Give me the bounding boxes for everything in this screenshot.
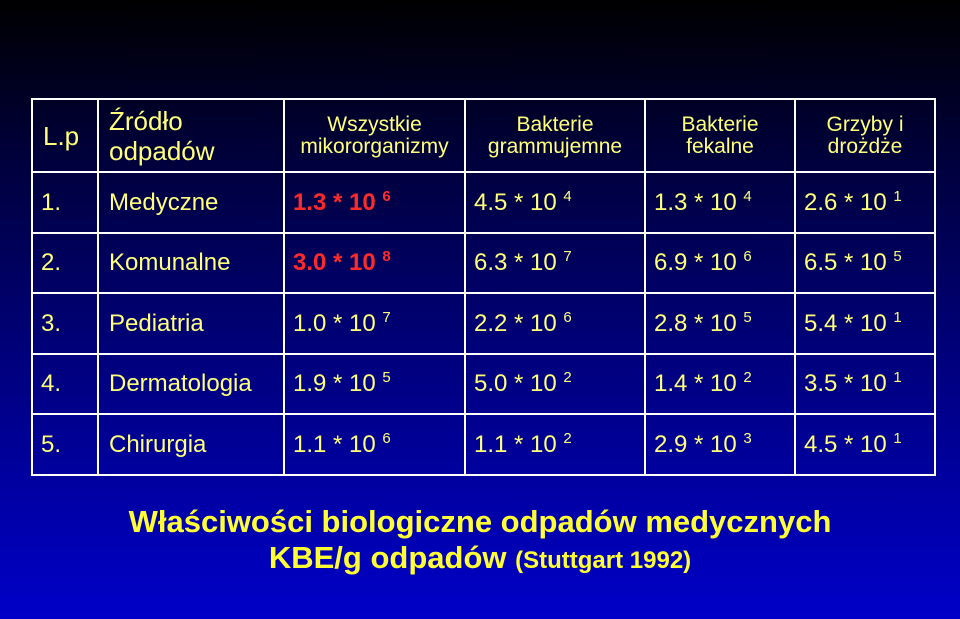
header-all-microorganisms: Wszystkie mikororganizmy [284,99,465,172]
value-gram-negative: 5.0 * 10 $^2$ [465,354,645,415]
value-fecal-bacteria: 6.9 * 10 $^6$ [645,233,795,294]
value-gram-negative: 2.2 * 10 $^6$ [465,293,645,354]
waste-source: Medyczne [98,172,284,233]
header-gram-negative: Bakterie grammujemne [465,99,645,172]
table-row [32,233,935,294]
row-number: 5. [32,414,98,475]
waste-source: Dermatologia [98,354,284,415]
value-all-microorganisms: 3.0 * 10 $^8$ [284,233,465,294]
value-all-microorganisms: 1.1 * 10 $^6$ [284,414,465,475]
value-all-microorganisms: 1.3 * 10 $^6$ [284,172,465,233]
value-fungi-yeast: 2.6 * 10 $^1$ [795,172,935,233]
microbial-properties-table [31,98,936,476]
value-fungi-yeast: 3.5 * 10 $^1$ [795,354,935,415]
waste-source: Chirurgia [98,414,284,475]
waste-source: Pediatria [98,293,284,354]
value-gram-negative: 1.1 * 10 $^2$ [465,414,645,475]
table-row [32,172,935,233]
caption-title: Właściwości biologiczne odpadów medycznych [128,504,832,539]
row-number: 4. [32,354,98,415]
row-number: 2. [32,233,98,294]
value-fecal-bacteria: 1.4 * 10 $^2$ [645,354,795,415]
row-number: 1. [32,172,98,233]
waste-source: Komunalne [98,233,284,294]
value-fecal-bacteria: 2.9 * 10 $^3$ [645,414,795,475]
table-row [32,354,935,415]
value-all-microorganisms: 1.9 * 10 $^5$ [284,354,465,415]
header-source: Źródło odpadów [98,99,284,172]
caption-unit: KBE/g odpadów [268,540,507,575]
value-fungi-yeast: 5.4 * 10 $^1$ [795,293,935,354]
value-fungi-yeast: 6.5 * 10 $^5$ [795,233,935,294]
table-row [32,414,935,475]
header-lp: L.p [32,99,98,172]
value-gram-negative: 6.3 * 10 $^7$ [465,233,645,294]
table-row [32,293,935,354]
table-header-row [32,99,935,172]
value-fecal-bacteria: 1.3 * 10 $^4$ [645,172,795,233]
value-fecal-bacteria: 2.8 * 10 $^5$ [645,293,795,354]
row-number: 3. [32,293,98,354]
value-all-microorganisms: 1.0 * 10 $^7$ [284,293,465,354]
header-fungi-yeast: Grzyby i drożdże [795,99,935,172]
slide-caption [0,505,960,580]
caption-source-note: (Stuttgart 1992) [515,547,692,574]
caption-subtitle [0,539,960,580]
value-fungi-yeast: 4.5 * 10 $^1$ [795,414,935,475]
header-fecal-bacteria: Bakterie fekalne [645,99,795,172]
value-gram-negative: 4.5 * 10 $^4$ [465,172,645,233]
